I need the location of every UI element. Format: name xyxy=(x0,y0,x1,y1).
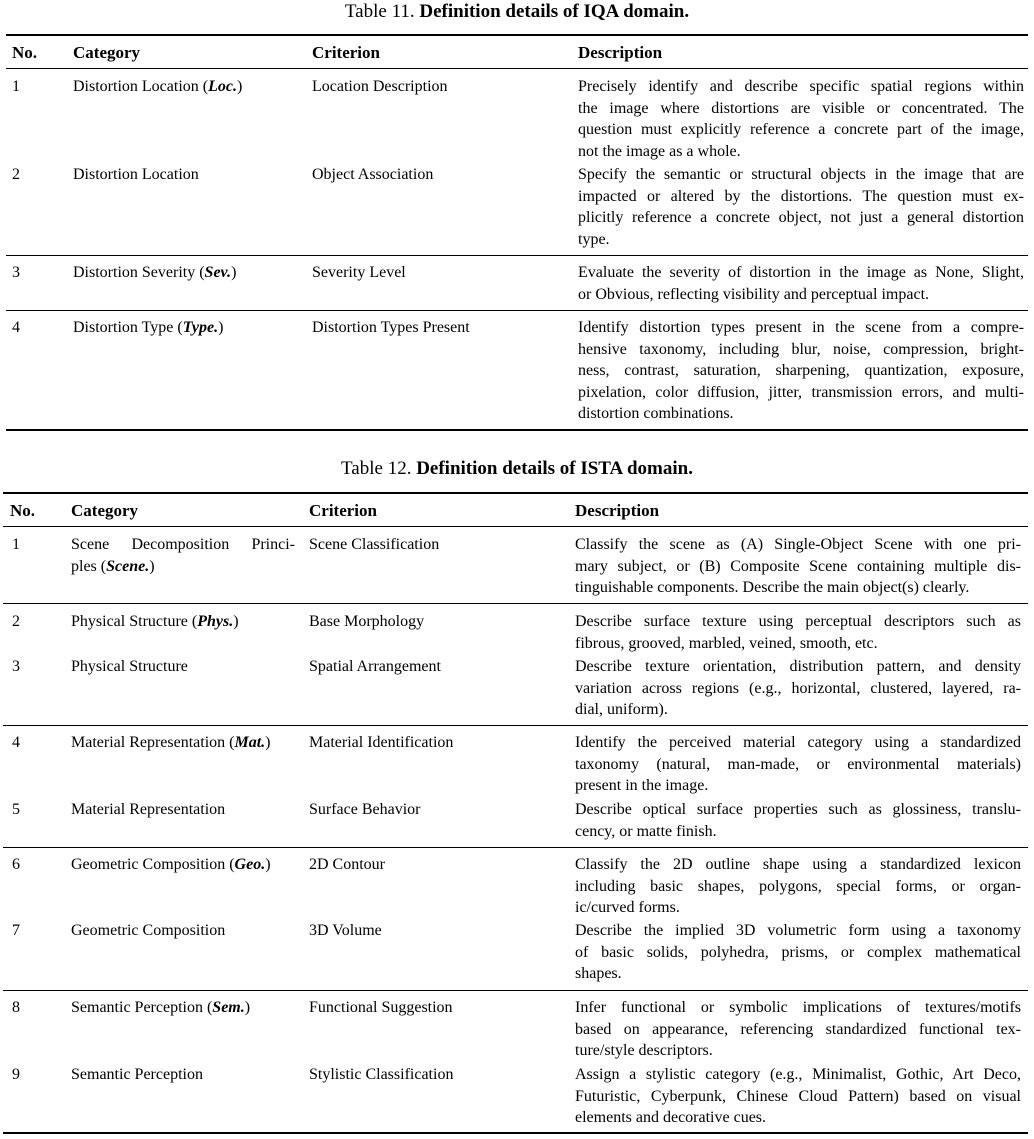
table12-top-rule xyxy=(3,492,1028,494)
table11-group-rule xyxy=(6,310,1028,311)
table12-row7-criterion: 3D Volume xyxy=(309,922,382,939)
desc-line: type. xyxy=(578,230,610,248)
desc-line: Describe optical surface properties such as glossiness, translu- xyxy=(575,801,1021,818)
table12-row3-description xyxy=(575,656,1021,721)
desc-line: Infer functional or symbolic implications of textures/motifs xyxy=(575,999,1021,1016)
category-abbr: Loc. xyxy=(208,78,237,95)
table12-caption-prefix: Table 12. xyxy=(341,458,412,479)
table12-row8-no: 8 xyxy=(12,999,20,1016)
category-abbr: Sev. xyxy=(204,264,232,281)
table12-row2-criterion: Base Morphology xyxy=(309,613,425,630)
table11-row1-criterion: Location Description xyxy=(312,78,448,95)
table12-row6-criterion: 2D Contour xyxy=(309,856,385,873)
category-abbr: Type. xyxy=(182,319,219,336)
desc-line: Evaluate the severity of distortion in the image as None, Slight, xyxy=(578,264,1024,281)
category-text: Scene Decomposition Princi- xyxy=(71,536,295,553)
table12-row8-category xyxy=(71,997,250,1019)
table11-caption xyxy=(0,1,1034,23)
table12-row6-category xyxy=(71,854,271,876)
table12-row9-description xyxy=(575,1064,1021,1129)
desc-line: pixelation, color diffusion, jitter, transmission errors, and multi- xyxy=(578,383,1024,401)
table12-header-rule xyxy=(3,526,1028,527)
desc-line: Assign a stylistic category (e.g., Minimalist, Gothic, Art Deco, xyxy=(575,1066,1021,1083)
table12-row1-category xyxy=(71,534,295,577)
category-text-end: ) xyxy=(244,999,251,1016)
desc-line: question must explicitly reference a concrete part of the image, xyxy=(578,121,1024,139)
table11-row2-no: 2 xyxy=(12,166,20,183)
desc-line: shapes. xyxy=(575,965,622,983)
table11-header-category: Category xyxy=(73,43,141,62)
desc-line: elements and decorative cues. xyxy=(575,1109,767,1127)
desc-line: variation across regions (e.g., horizontal, clustered, layered, ra- xyxy=(575,679,1021,697)
table12-row9-no: 9 xyxy=(12,1066,20,1083)
table12-row2-description xyxy=(575,611,1021,654)
table12-row4-category xyxy=(71,732,271,754)
desc-line: Precisely identify and describe specific spatial regions within xyxy=(578,78,1024,95)
desc-line: Describe surface texture using perceptual descriptors such as xyxy=(575,613,1021,630)
table11-row1-no: 1 xyxy=(12,78,20,95)
table12-row3-no: 3 xyxy=(12,658,20,675)
desc-line: Specify the semantic or structural objects in the image that are xyxy=(578,166,1024,183)
category-text: Material Representation xyxy=(71,801,226,818)
table12-row1-description xyxy=(575,534,1021,599)
category-text-end: ) xyxy=(265,856,271,873)
desc-line: ness, contrast, saturation, sharpening, quantization, exposure, xyxy=(578,362,1024,380)
table12-row6-no: 6 xyxy=(12,856,20,873)
table12-header-no: No. xyxy=(10,501,36,520)
category-text: Geometric Composition ( xyxy=(71,856,235,873)
table12-row3-criterion: Spatial Arrangement xyxy=(309,658,441,675)
table12-caption xyxy=(0,458,1034,480)
category-text: Distortion Location xyxy=(73,166,199,183)
desc-line: present in the image. xyxy=(575,777,709,795)
table12-header-category: Category xyxy=(71,501,139,520)
category-text: Physical Structure ( xyxy=(71,613,198,630)
table12-row7-no: 7 xyxy=(12,922,20,939)
table12-group-rule xyxy=(3,847,1028,848)
desc-line: plicitly reference a concrete object, not just a general distortion xyxy=(578,209,1024,227)
desc-line: fibrous, grooved, marbled, veined, smooth, etc. xyxy=(575,634,878,652)
category-abbr: Phys. xyxy=(197,613,234,630)
category-text: Distortion Type ( xyxy=(73,319,183,336)
category-abbr: Scene. xyxy=(106,557,150,575)
table11-row2-criterion: Object Association xyxy=(312,166,434,183)
table11-row3-no: 3 xyxy=(12,264,20,281)
table12-row5-no: 5 xyxy=(12,801,20,818)
table12-row6-description xyxy=(575,854,1021,919)
desc-line: taxonomy (natural, man-made, or environmental materials) xyxy=(575,755,1021,773)
desc-line: Classify the scene as (A) Single-Object Scene with one pri- xyxy=(575,536,1021,553)
table11-top-rule xyxy=(6,34,1028,36)
category-text: Semantic Perception xyxy=(71,1066,203,1083)
desc-line: dial, uniform). xyxy=(575,701,668,719)
table11-row3-description xyxy=(578,262,1024,305)
table12-row1-criterion: Scene Classification xyxy=(309,536,440,553)
category-text: Physical Structure xyxy=(71,658,188,675)
table12-row4-no: 4 xyxy=(12,734,20,751)
table11-caption-prefix: Table 11. xyxy=(344,1,415,22)
table12-group-rule xyxy=(3,603,1028,604)
desc-line: distortion combinations. xyxy=(578,405,734,423)
table12-row7-category xyxy=(71,920,225,942)
table12-row5-category xyxy=(71,799,225,821)
category-text: Geometric Composition xyxy=(71,922,226,939)
table12-row5-description xyxy=(575,799,1021,842)
table11-row4-description xyxy=(578,317,1024,425)
category-text-end: ) xyxy=(218,319,224,336)
category-text-end: ) xyxy=(233,613,239,630)
category-text: Semantic Perception ( xyxy=(71,999,213,1016)
desc-line: Futuristic, Cyberpunk, Chinese Cloud Pattern) based on visual xyxy=(575,1087,1021,1105)
desc-line: based on appearance, referencing standardized functional tex- xyxy=(575,1020,1021,1038)
table12-row1-no: 1 xyxy=(12,536,20,553)
table12-row5-criterion: Surface Behavior xyxy=(309,801,421,818)
table12-group-rule xyxy=(3,725,1028,726)
table12-group-rule xyxy=(3,990,1028,991)
table11-row1-category xyxy=(73,76,242,98)
desc-line: the image where distortions are visible or concentrated. The xyxy=(578,99,1024,117)
table12-header-description: Description xyxy=(575,501,660,520)
table12-row8-description xyxy=(575,997,1021,1062)
category-text: Distortion Location ( xyxy=(73,78,209,95)
table12-header-criterion: Criterion xyxy=(309,501,377,520)
desc-line: hensive taxonomy, including blur, noise, compression, bright- xyxy=(578,340,1024,358)
category-text-end: ) xyxy=(231,264,237,281)
desc-line: cency, or matte finish. xyxy=(575,822,717,840)
table12-row9-category xyxy=(71,1064,203,1086)
table11-row4-no: 4 xyxy=(12,319,20,336)
desc-line: Classify the 2D outline shape using a standardized lexicon xyxy=(575,856,1021,873)
category-text-end: ) xyxy=(236,78,243,95)
category-text-end: ) xyxy=(149,557,155,575)
table12-row9-criterion: Stylistic Classification xyxy=(309,1066,454,1083)
table12-row7-description xyxy=(575,920,1021,985)
desc-line: of basic solids, polyhedra, prisms, or complex mathematical xyxy=(575,943,1021,961)
category-text: ples ( xyxy=(71,557,107,575)
desc-line: not the image as a whole. xyxy=(578,142,741,160)
table11-row4-criterion: Distortion Types Present xyxy=(312,319,470,336)
table12-row3-category xyxy=(71,656,188,678)
table11-header-description: Description xyxy=(578,43,663,62)
table11-header-rule xyxy=(6,68,1028,69)
category-text: Material Representation ( xyxy=(71,734,235,751)
table11-caption-title: Definition details of IQA domain. xyxy=(419,1,690,22)
desc-line: including basic shapes, polygons, special forms, or organ- xyxy=(575,877,1021,895)
desc-line: or Obvious, reflecting visibility and perceptual impact. xyxy=(578,285,930,303)
desc-line: mary subject, or (B) Composite Scene containing multiple dis- xyxy=(575,557,1021,575)
category-abbr: Sem. xyxy=(212,999,245,1016)
table12-row8-criterion: Functional Suggestion xyxy=(309,999,453,1016)
desc-line: Describe the implied 3D volumetric form using a taxonomy xyxy=(575,922,1021,939)
table12-row2-no: 2 xyxy=(12,613,20,630)
table11-header-no: No. xyxy=(12,43,38,62)
table11-row3-category xyxy=(73,262,236,284)
category-abbr: Geo. xyxy=(234,856,266,873)
table11-row3-criterion: Severity Level xyxy=(312,264,406,281)
desc-line: Identify distortion types present in the scene from a compre- xyxy=(578,319,1024,336)
desc-line: ture/style descriptors. xyxy=(575,1042,713,1060)
table11-row4-category xyxy=(73,317,223,339)
table11-bottom-rule xyxy=(6,429,1028,431)
table11-row2-category xyxy=(73,164,199,186)
category-text-end: ) xyxy=(265,734,271,751)
desc-line: tinguishable components. Describe the main object(s) clearly. xyxy=(575,579,970,597)
category-text: Distortion Severity ( xyxy=(73,264,205,281)
table12-row4-description xyxy=(575,732,1021,797)
desc-line: impacted or altered by the distortions. The question must ex- xyxy=(578,187,1024,205)
desc-line: ic/curved forms. xyxy=(575,899,680,917)
desc-line: Identify the perceived material category using a standardized xyxy=(575,734,1021,751)
table11-row1-description xyxy=(578,76,1024,162)
table11-group-rule xyxy=(6,255,1028,256)
table11-row2-description xyxy=(578,164,1024,250)
desc-line: Describe texture orientation, distribution pattern, and density xyxy=(575,658,1021,675)
category-abbr: Mat. xyxy=(234,734,266,751)
table12-bottom-rule xyxy=(3,1132,1028,1134)
table12-row2-category xyxy=(71,611,239,633)
table12-row4-criterion: Material Identification xyxy=(309,734,454,751)
table12-caption-title: Definition details of ISTA domain. xyxy=(416,458,693,479)
table11-header-criterion: Criterion xyxy=(312,43,380,62)
